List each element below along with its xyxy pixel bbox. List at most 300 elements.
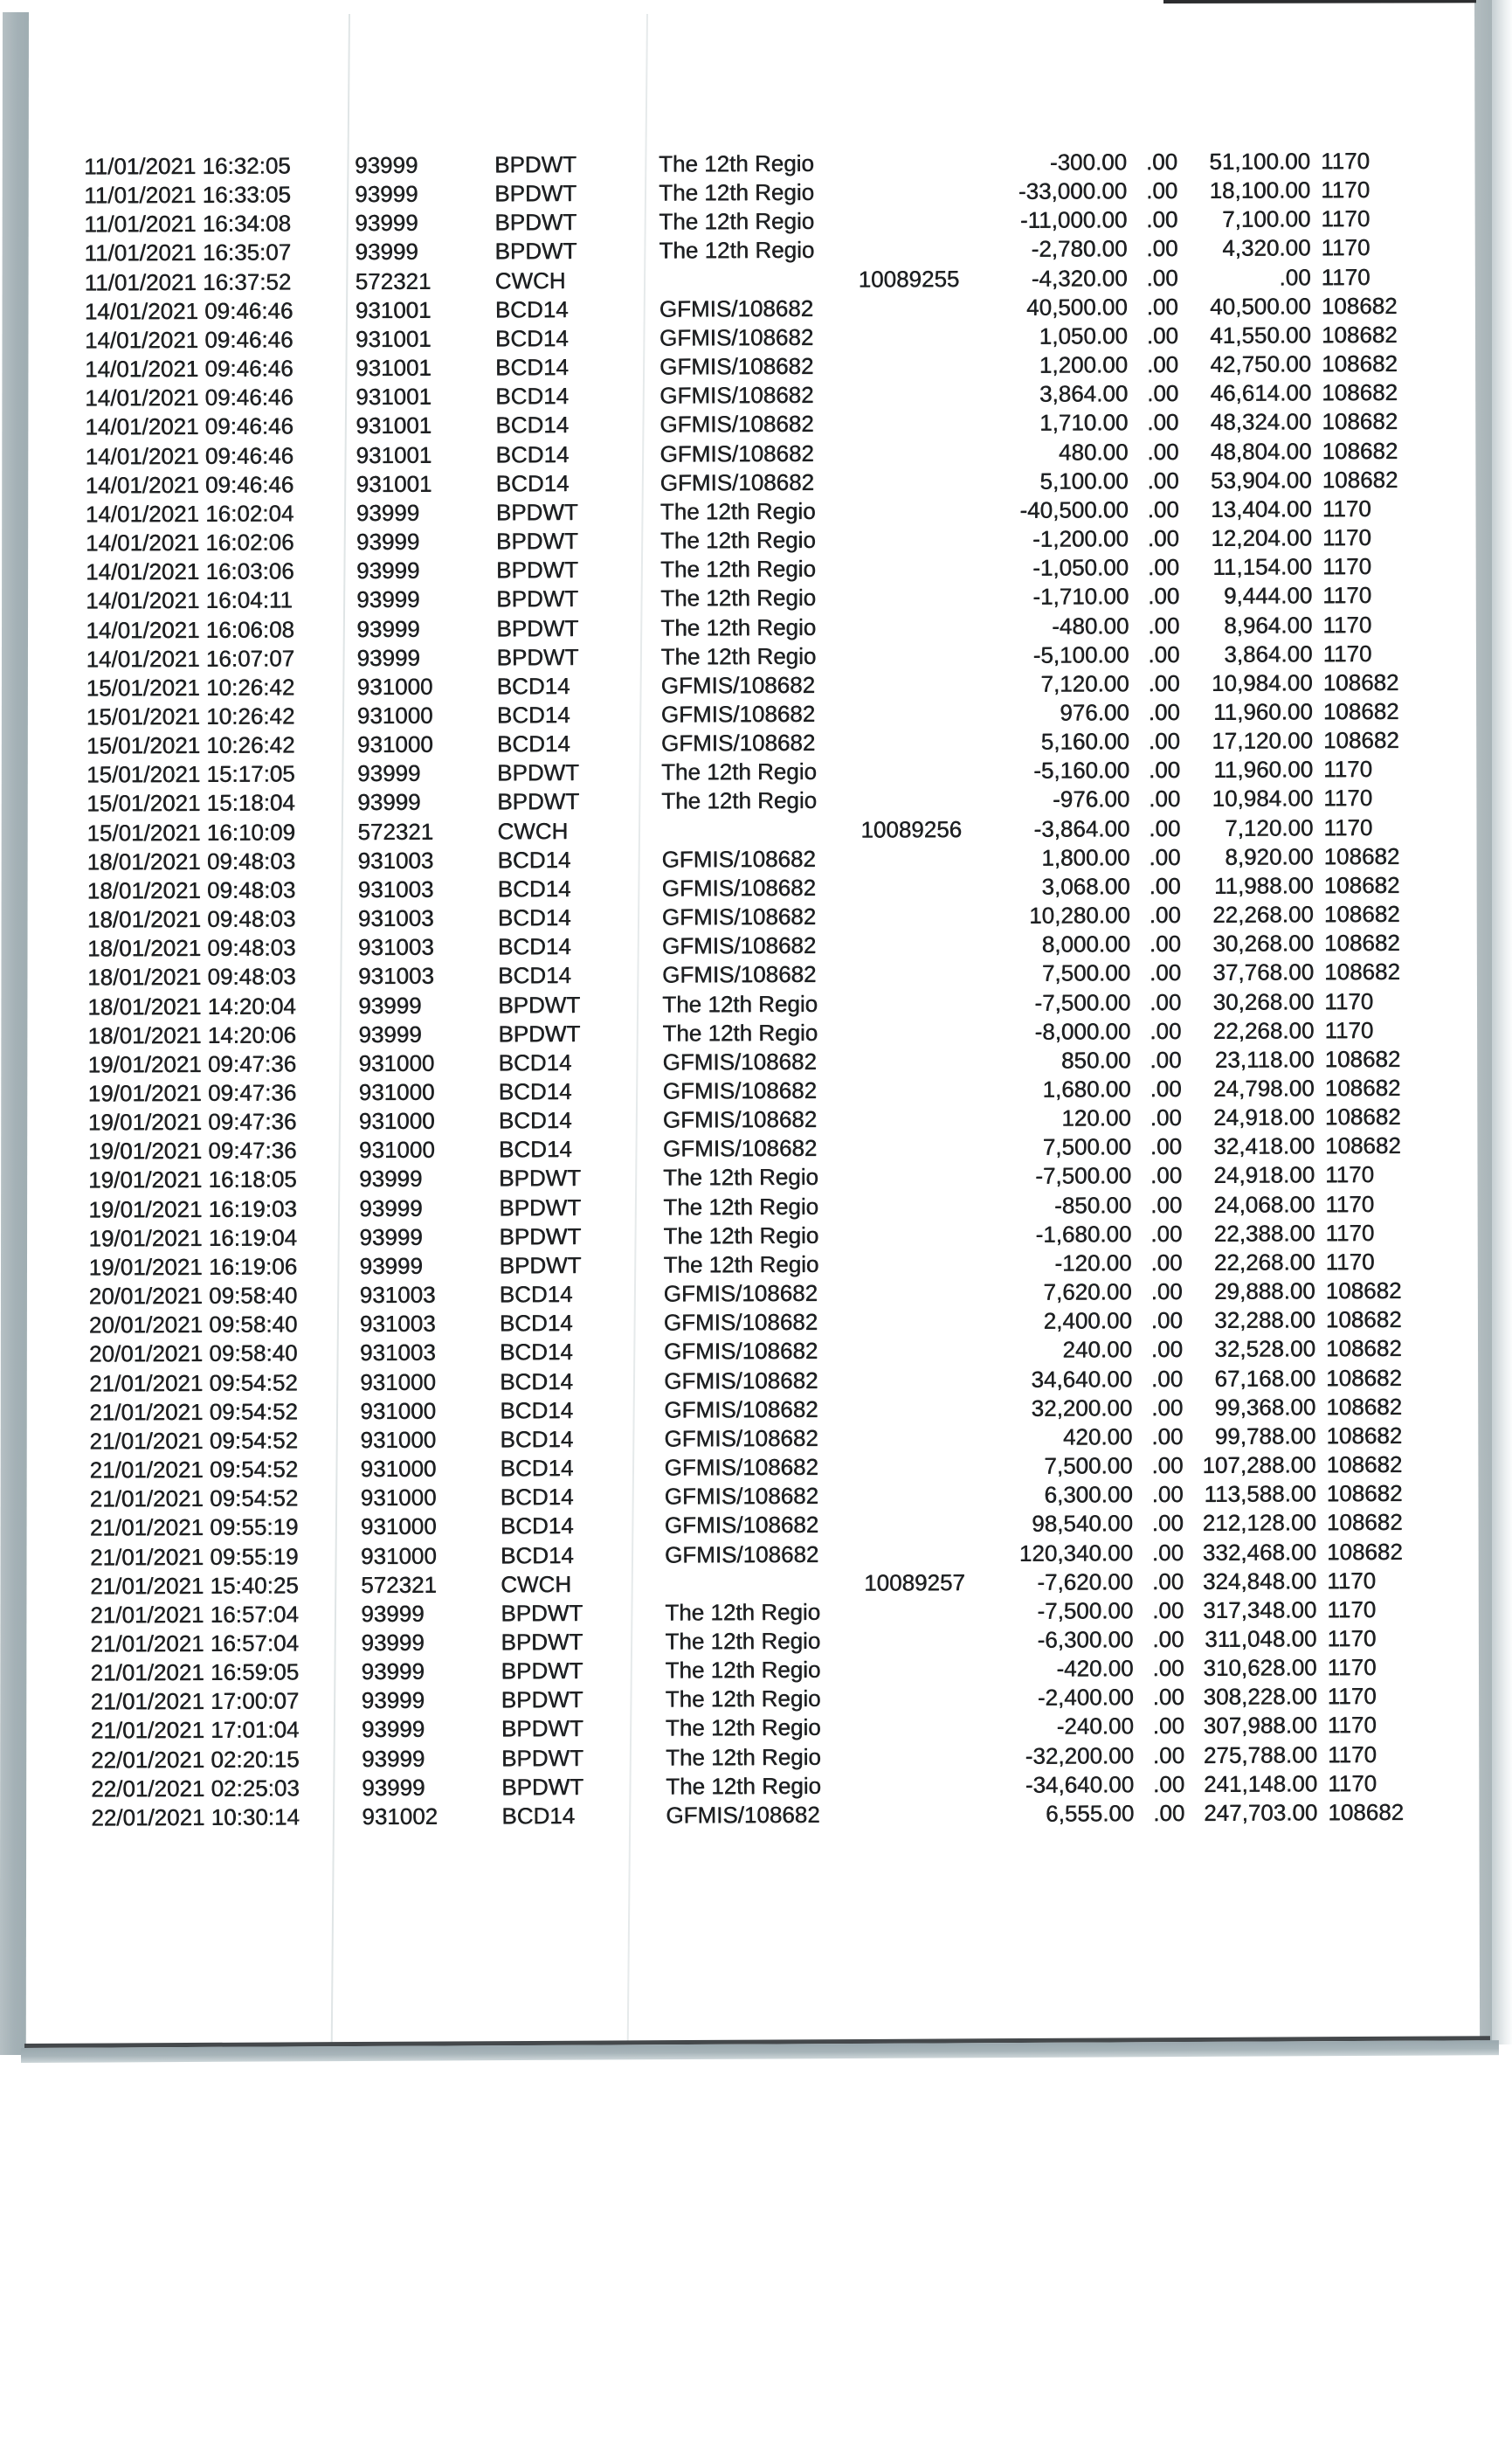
account-number: 931000 xyxy=(358,1136,435,1164)
amount-cents-column: .00 xyxy=(1151,1422,1184,1449)
transaction-amount: -7,500.00 xyxy=(1034,988,1131,1016)
transaction-description: The 12th Regio xyxy=(661,758,817,785)
transaction-type-code: BPDWT xyxy=(496,643,579,670)
account-number: 931000 xyxy=(360,1426,437,1453)
transaction-description: The 12th Regio xyxy=(659,237,815,264)
transaction-amount: 1,050.00 xyxy=(1039,322,1128,349)
running-balance: 13,404.00 xyxy=(1211,495,1312,522)
cheque-reference-number xyxy=(862,1249,965,1250)
account-number: 93999 xyxy=(356,528,420,556)
transaction-description: GFMIS/108682 xyxy=(664,1395,818,1423)
transaction-type-code: BCD14 xyxy=(498,1136,572,1163)
transaction-amount: 240.00 xyxy=(1062,1336,1133,1363)
transaction-description: The 12th Regio xyxy=(660,642,817,670)
transaction-type-code: BPDWT xyxy=(497,759,580,786)
transaction-type-code: BPDWT xyxy=(494,209,577,236)
amount-cents-column: .00 xyxy=(1152,1684,1184,1711)
transaction-type-code: BPDWT xyxy=(498,1020,581,1047)
transaction-description: GFMIS/108682 xyxy=(663,1279,818,1307)
transaction-type-code: BCD14 xyxy=(500,1541,574,1568)
running-balance: 17,120.00 xyxy=(1212,727,1314,754)
branch-code: 108682 xyxy=(1321,321,1398,349)
transaction-type-code: BPDWT xyxy=(499,1193,582,1221)
transaction-datetime: 22/01/2021 10:30:14 xyxy=(91,1803,300,1831)
cheque-reference-number xyxy=(863,1423,966,1424)
account-number: 931000 xyxy=(356,673,433,700)
account-number: 931002 xyxy=(362,1802,438,1830)
running-balance: .00 xyxy=(1279,263,1311,291)
running-balance: 41,550.00 xyxy=(1210,322,1311,349)
transaction-amount: 40,500.00 xyxy=(1026,293,1128,321)
cheque-reference-number: 10089255 xyxy=(858,265,960,293)
transaction-datetime: 15/01/2021 10:26:42 xyxy=(86,674,295,702)
transaction-amount: -300.00 xyxy=(1049,149,1128,176)
branch-code: 1170 xyxy=(1328,1769,1377,1796)
transaction-type-code: BCD14 xyxy=(496,701,570,729)
branch-code: 108682 xyxy=(1324,1074,1401,1102)
amount-cents-column: .00 xyxy=(1149,814,1181,841)
cheque-reference-number xyxy=(863,1336,966,1337)
cheque-reference-number xyxy=(860,699,963,700)
running-balance: 37,768.00 xyxy=(1212,958,1315,986)
transaction-type-code: BCD14 xyxy=(495,354,569,381)
transaction-datetime: 14/01/2021 09:46:46 xyxy=(84,297,293,325)
account-number: 572321 xyxy=(357,818,434,845)
transaction-amount: 1,200.00 xyxy=(1039,351,1129,378)
transaction-amount: 420.00 xyxy=(1062,1423,1133,1450)
transaction-description: GFMIS/108682 xyxy=(659,381,814,409)
branch-code: 1170 xyxy=(1327,1595,1377,1622)
account-number: 931000 xyxy=(356,730,433,758)
amount-cents-column: .00 xyxy=(1146,322,1178,349)
branch-code: 108682 xyxy=(1322,408,1398,435)
branch-code: 108682 xyxy=(1326,1509,1403,1536)
transaction-amount: 3,864.00 xyxy=(1039,380,1129,407)
branch-code: 1170 xyxy=(1327,1654,1377,1681)
transaction-description: GFMIS/108682 xyxy=(659,352,814,380)
branch-code: 1170 xyxy=(1320,147,1370,175)
transaction-description: GFMIS/108682 xyxy=(663,1338,818,1365)
running-balance: 324,848.00 xyxy=(1202,1567,1317,1595)
running-balance: 113,588.00 xyxy=(1204,1480,1316,1507)
amount-cents-column: .00 xyxy=(1150,988,1182,1015)
transaction-type-code: BPDWT xyxy=(496,557,579,584)
cheque-reference-number xyxy=(862,1133,965,1134)
transaction-datetime: 21/01/2021 15:40:25 xyxy=(90,1571,299,1599)
running-balance: 311,048.00 xyxy=(1205,1625,1317,1652)
transaction-datetime: 18/01/2021 09:48:03 xyxy=(86,876,296,904)
branch-code: 108682 xyxy=(1323,900,1400,928)
transaction-datetime: 15/01/2021 15:18:04 xyxy=(86,789,295,817)
transaction-amount: -7,500.00 xyxy=(1037,1596,1134,1624)
transaction-amount: -240.00 xyxy=(1056,1712,1134,1740)
transaction-amount: 7,120.00 xyxy=(1040,669,1129,697)
running-balance: 8,964.00 xyxy=(1224,611,1313,639)
transaction-type-code: BCD14 xyxy=(501,1802,576,1830)
branch-code: 1170 xyxy=(1323,785,1373,812)
cheque-reference-number xyxy=(865,1771,968,1772)
transaction-description: GFMIS/108682 xyxy=(663,1308,818,1336)
transaction-datetime: 18/01/2021 14:20:04 xyxy=(87,992,296,1020)
branch-code: 1170 xyxy=(1325,1219,1375,1246)
transaction-amount: 34,640.00 xyxy=(1031,1365,1133,1393)
account-number: 93999 xyxy=(361,1745,425,1772)
transaction-datetime: 14/01/2021 16:02:06 xyxy=(85,529,294,557)
branch-code: 1170 xyxy=(1324,1016,1374,1043)
running-balance: 24,918.00 xyxy=(1213,1104,1315,1131)
transaction-description: GFMIS/108682 xyxy=(662,961,817,988)
transaction-type-code: BPDWT xyxy=(501,1599,583,1627)
transaction-type-code: BPDWT xyxy=(501,1657,583,1685)
transaction-description: The 12th Regio xyxy=(665,1627,821,1655)
account-number: 931000 xyxy=(358,1049,435,1076)
running-balance: 32,288.00 xyxy=(1214,1306,1315,1333)
account-number: 931001 xyxy=(356,412,432,439)
amount-cents-column: .00 xyxy=(1146,293,1178,320)
transaction-type-code: BCD14 xyxy=(499,1310,573,1337)
transaction-datetime: 11/01/2021 16:34:08 xyxy=(84,210,292,238)
account-number: 93999 xyxy=(356,586,420,613)
cheque-reference-number xyxy=(860,554,963,555)
branch-code: 108682 xyxy=(1324,1103,1401,1131)
transaction-type-code: BCD14 xyxy=(495,412,570,439)
branch-code: 108682 xyxy=(1326,1364,1402,1391)
amount-cents-column: .00 xyxy=(1146,206,1178,233)
running-balance: 247,703.00 xyxy=(1204,1799,1318,1826)
transaction-description: GFMIS/108682 xyxy=(662,1048,817,1076)
cheque-reference-number xyxy=(864,1510,967,1511)
running-balance: 241,148.00 xyxy=(1203,1769,1318,1797)
amount-cents-column: .00 xyxy=(1151,1481,1184,1508)
amount-cents-column: .00 xyxy=(1150,1220,1183,1247)
transaction-amount: -850.00 xyxy=(1054,1191,1132,1219)
transaction-datetime: 21/01/2021 17:00:07 xyxy=(90,1687,300,1715)
account-number: 93999 xyxy=(357,789,421,816)
transaction-datetime: 18/01/2021 14:20:06 xyxy=(87,1020,297,1049)
transaction-amount: 3,068.00 xyxy=(1041,873,1130,900)
running-balance: 107,288.00 xyxy=(1202,1451,1316,1478)
amount-cents-column: .00 xyxy=(1145,177,1178,204)
cheque-reference-number xyxy=(864,1626,967,1627)
running-balance: 46,614.00 xyxy=(1210,379,1312,406)
branch-code: 1170 xyxy=(1327,1712,1377,1739)
account-number: 93999 xyxy=(361,1657,425,1685)
transaction-datetime: 21/01/2021 09:54:52 xyxy=(89,1484,299,1512)
amount-cents-column: .00 xyxy=(1149,785,1181,813)
running-balance: 18,100.00 xyxy=(1209,176,1311,204)
transaction-type-code: BCD14 xyxy=(495,469,570,497)
transaction-type-code: BCD14 xyxy=(496,672,570,700)
running-balance: 317,348.00 xyxy=(1203,1596,1317,1623)
amount-cents-column: .00 xyxy=(1150,1104,1182,1131)
cheque-reference-number xyxy=(858,206,961,207)
running-balance: 8,920.00 xyxy=(1225,842,1314,870)
cheque-reference-number xyxy=(858,177,961,178)
cheque-reference-number xyxy=(865,1655,968,1656)
transaction-datetime: 19/01/2021 09:47:36 xyxy=(87,1108,297,1136)
transaction-description: The 12th Regio xyxy=(659,178,815,206)
transaction-type-code: BCD14 xyxy=(494,324,569,352)
cheque-reference-number xyxy=(865,1800,968,1801)
transaction-description: GFMIS/108682 xyxy=(664,1424,818,1452)
amount-cents-column: .00 xyxy=(1147,438,1179,465)
amount-cents-column: .00 xyxy=(1152,1741,1185,1768)
branch-code: 108682 xyxy=(1324,1132,1401,1159)
cheque-reference-number xyxy=(859,409,962,410)
transaction-datetime: 18/01/2021 09:48:03 xyxy=(86,934,296,962)
transaction-datetime: 18/01/2021 09:48:03 xyxy=(87,963,296,991)
transaction-description: GFMIS/108682 xyxy=(660,729,816,757)
transaction-datetime: 14/01/2021 16:07:07 xyxy=(86,644,295,673)
transaction-amount: 6,300.00 xyxy=(1044,1481,1133,1508)
account-number: 931001 xyxy=(356,470,432,497)
cheque-reference-number xyxy=(860,525,963,526)
running-balance: 7,100.00 xyxy=(1222,205,1311,232)
account-number: 93999 xyxy=(361,1686,425,1714)
transaction-datetime: 11/01/2021 16:35:07 xyxy=(84,239,292,266)
cheque-reference-number xyxy=(864,1597,967,1598)
account-number: 931003 xyxy=(359,1339,436,1366)
branch-code: 108682 xyxy=(1322,437,1398,464)
amount-cents-column: .00 xyxy=(1146,350,1179,378)
transaction-amount: 5,100.00 xyxy=(1039,467,1129,495)
transaction-datetime: 21/01/2021 09:54:52 xyxy=(89,1368,298,1396)
running-balance: 307,988.00 xyxy=(1203,1712,1317,1740)
transaction-amount: -34,640.00 xyxy=(1025,1770,1135,1798)
account-number: 931000 xyxy=(360,1368,436,1395)
running-balance: 10,984.00 xyxy=(1212,785,1314,813)
account-number: 93999 xyxy=(361,1716,425,1743)
running-balance: 67,168.00 xyxy=(1214,1364,1316,1392)
transaction-type-code: BCD14 xyxy=(500,1367,574,1394)
account-number: 931001 xyxy=(355,325,432,352)
transaction-datetime: 19/01/2021 09:47:36 xyxy=(87,1137,297,1165)
amount-cents-column: .00 xyxy=(1148,698,1180,726)
transaction-amount: 2,400.00 xyxy=(1043,1307,1132,1334)
amount-cents-column: .00 xyxy=(1146,264,1178,291)
transaction-amount: -1,050.00 xyxy=(1032,554,1129,581)
transaction-type-code: BCD14 xyxy=(499,1339,573,1366)
amount-cents-column: .00 xyxy=(1147,409,1179,436)
account-number: 93999 xyxy=(355,210,418,237)
transaction-amount: -120.00 xyxy=(1054,1249,1132,1276)
amount-cents-column: .00 xyxy=(1150,1191,1183,1218)
transaction-datetime: 21/01/2021 09:54:52 xyxy=(89,1427,299,1455)
cheque-reference-number xyxy=(861,988,964,989)
running-balance: 29,888.00 xyxy=(1213,1277,1315,1304)
transaction-amount: -40,500.00 xyxy=(1019,496,1129,523)
transaction-description: The 12th Regio xyxy=(665,1685,821,1712)
amount-cents-column: .00 xyxy=(1152,1712,1184,1740)
transaction-amount: 8,000.00 xyxy=(1041,931,1131,958)
amount-cents-column: .00 xyxy=(1149,901,1181,929)
account-number: 931001 xyxy=(356,383,432,411)
transaction-description: The 12th Regio xyxy=(663,1193,819,1221)
transaction-type-code: BCD14 xyxy=(497,846,571,874)
transaction-datetime: 11/01/2021 16:33:05 xyxy=(84,181,291,209)
account-number: 931001 xyxy=(356,354,432,382)
amount-cents-column: .00 xyxy=(1151,1539,1184,1566)
transaction-datetime: 19/01/2021 16:19:06 xyxy=(88,1253,298,1281)
transaction-description: The 12th Regio xyxy=(659,526,816,554)
transaction-amount: 480.00 xyxy=(1058,438,1129,466)
amount-cents-column: .00 xyxy=(1152,1655,1184,1682)
running-balance: 310,628.00 xyxy=(1203,1654,1317,1681)
transaction-type-code: BPDWT xyxy=(499,1222,582,1250)
transaction-amount: 7,500.00 xyxy=(1042,1133,1132,1160)
transaction-datetime: 19/01/2021 16:18:05 xyxy=(88,1166,297,1193)
amount-cents-column: .00 xyxy=(1148,728,1181,755)
running-balance: 51,100.00 xyxy=(1209,148,1311,175)
branch-code: 108682 xyxy=(1322,466,1398,493)
account-number: 931000 xyxy=(358,1078,435,1105)
transaction-amount: -32,200.00 xyxy=(1025,1741,1135,1769)
cheque-reference-number xyxy=(865,1684,968,1685)
transaction-description: The 12th Regio xyxy=(663,1250,819,1278)
transaction-type-code: BCD14 xyxy=(495,440,570,467)
transaction-datetime: 14/01/2021 09:46:46 xyxy=(85,441,294,469)
transaction-type-code: BPDWT xyxy=(501,1773,584,1801)
transaction-description: GFMIS/108682 xyxy=(661,874,817,902)
transaction-amount: 6,555.00 xyxy=(1046,1800,1135,1827)
transaction-type-code: BPDWT xyxy=(499,1165,582,1192)
transaction-datetime: 20/01/2021 09:58:40 xyxy=(88,1311,298,1339)
transaction-amount: 7,620.00 xyxy=(1043,1278,1132,1305)
transaction-datetime: 19/01/2021 16:19:04 xyxy=(88,1224,298,1252)
amount-cents-column: .00 xyxy=(1150,1336,1184,1363)
transaction-description: GFMIS/108682 xyxy=(659,411,814,438)
running-balance: 11,960.00 xyxy=(1213,756,1314,784)
cheque-reference-number xyxy=(865,1742,968,1743)
branch-code: 108682 xyxy=(1325,1306,1402,1333)
account-number: 93999 xyxy=(361,1600,425,1627)
transaction-description xyxy=(659,265,853,266)
branch-code: 1170 xyxy=(1322,582,1372,609)
transaction-amount: -7,500.00 xyxy=(1035,1162,1132,1190)
transaction-datetime: 21/01/2021 16:59:05 xyxy=(90,1658,300,1686)
transaction-type-code: BPDWT xyxy=(495,527,578,555)
running-balance: 30,268.00 xyxy=(1212,930,1315,957)
branch-code: 1170 xyxy=(1322,523,1371,551)
branch-code: 1170 xyxy=(1327,1567,1377,1594)
running-balance: 42,750.00 xyxy=(1210,350,1312,377)
running-balance: 40,500.00 xyxy=(1210,293,1311,320)
transaction-type-code: BCD14 xyxy=(498,1077,572,1105)
account-number: 931003 xyxy=(357,875,434,903)
transaction-type-code: BCD14 xyxy=(500,1512,574,1539)
transaction-type-code: BPDWT xyxy=(494,238,577,265)
branch-code: 108682 xyxy=(1328,1798,1405,1826)
branch-code: 1170 xyxy=(1322,495,1371,522)
transaction-type-code: BCD14 xyxy=(500,1425,574,1453)
running-balance: 11,154.00 xyxy=(1212,553,1313,580)
transaction-datetime: 21/01/2021 09:54:52 xyxy=(89,1398,298,1426)
transaction-description xyxy=(665,1568,859,1569)
amount-cents-column: .00 xyxy=(1145,148,1178,176)
transaction-description: GFMIS/108682 xyxy=(661,903,817,931)
transaction-description: The 12th Regio xyxy=(660,555,816,583)
cheque-reference-number xyxy=(859,322,962,323)
amount-cents-column: .00 xyxy=(1151,1394,1184,1421)
branch-code: 108682 xyxy=(1326,1393,1403,1420)
transaction-type-code: BPDWT xyxy=(494,150,577,178)
transaction-type-code: BCD14 xyxy=(497,875,571,903)
cheque-reference-number xyxy=(860,467,963,468)
running-balance: 11,988.00 xyxy=(1213,872,1314,899)
amount-cents-column: .00 xyxy=(1147,554,1180,581)
cheque-reference-number xyxy=(858,235,961,236)
transaction-type-code: CWCH xyxy=(497,817,569,844)
running-balance: 4,320.00 xyxy=(1222,234,1311,262)
amount-cents-column: .00 xyxy=(1148,669,1180,696)
transaction-datetime: 21/01/2021 09:54:52 xyxy=(89,1456,299,1484)
transaction-type-code: BPDWT xyxy=(501,1715,583,1742)
transaction-datetime: 21/01/2021 16:57:04 xyxy=(90,1629,300,1657)
branch-code: 108682 xyxy=(1323,930,1400,957)
branch-code: 1170 xyxy=(1321,234,1370,261)
amount-cents-column: .00 xyxy=(1150,1046,1182,1073)
transaction-type-code: BPDWT xyxy=(496,585,579,612)
transaction-amount: 1,710.00 xyxy=(1039,409,1129,436)
transaction-amount: -5,160.00 xyxy=(1033,757,1130,784)
transaction-type-code: BPDWT xyxy=(501,1686,583,1713)
transaction-datetime: 21/01/2021 17:01:04 xyxy=(90,1716,300,1744)
cheque-reference-number xyxy=(861,1018,964,1019)
cheque-reference-number xyxy=(860,641,963,642)
account-number: 931003 xyxy=(357,847,434,874)
branch-code: 108682 xyxy=(1322,726,1399,754)
amount-cents-column: .00 xyxy=(1147,380,1179,407)
transaction-type-code: BCD14 xyxy=(497,903,571,931)
transaction-description: The 12th Regio xyxy=(665,1743,821,1771)
running-balance: 24,068.00 xyxy=(1213,1190,1315,1218)
account-number: 93999 xyxy=(355,180,418,208)
amount-cents-column: .00 xyxy=(1152,1625,1184,1653)
amount-cents-column: .00 xyxy=(1147,467,1179,494)
transaction-amount: 5,160.00 xyxy=(1040,728,1130,755)
transaction-datetime: 21/01/2021 09:55:19 xyxy=(89,1542,299,1570)
transaction-amount: -420.00 xyxy=(1056,1655,1134,1682)
transaction-amount: 10,280.00 xyxy=(1029,902,1130,929)
transaction-description: GFMIS/108682 xyxy=(664,1540,819,1567)
transaction-description: The 12th Regio xyxy=(659,497,816,525)
transaction-amount: -4,320.00 xyxy=(1031,264,1128,292)
branch-code: 108682 xyxy=(1323,842,1400,869)
amount-cents-column: .00 xyxy=(1150,1133,1183,1160)
transaction-datetime: 21/01/2021 16:57:04 xyxy=(90,1601,299,1629)
transaction-type-code: BPDWT xyxy=(499,1251,582,1279)
transaction-type-code: CWCH xyxy=(501,1570,572,1597)
running-balance: 332,468.00 xyxy=(1202,1538,1317,1566)
branch-code: 108682 xyxy=(1323,871,1400,899)
account-number: 93999 xyxy=(358,1020,422,1048)
amount-cents-column: .00 xyxy=(1150,1075,1182,1103)
transaction-description: GFMIS/108682 xyxy=(660,700,816,728)
transaction-datetime: 19/01/2021 16:19:03 xyxy=(88,1194,297,1222)
amount-cents-column: .00 xyxy=(1149,931,1182,958)
transaction-amount: -8,000.00 xyxy=(1034,1017,1131,1045)
transaction-datetime: 19/01/2021 09:47:36 xyxy=(87,1050,297,1078)
account-number: 93999 xyxy=(359,1252,423,1279)
account-number: 93999 xyxy=(356,644,420,671)
transaction-amount: 120,340.00 xyxy=(1018,1539,1134,1567)
amount-cents-column: .00 xyxy=(1149,843,1181,870)
amount-cents-column: .00 xyxy=(1150,1249,1183,1276)
transaction-type-code: BPDWT xyxy=(495,498,578,526)
transaction-datetime: 15/01/2021 15:17:05 xyxy=(86,760,295,788)
transaction-datetime: 22/01/2021 02:25:03 xyxy=(91,1775,300,1802)
cheque-reference-number xyxy=(863,1307,966,1308)
